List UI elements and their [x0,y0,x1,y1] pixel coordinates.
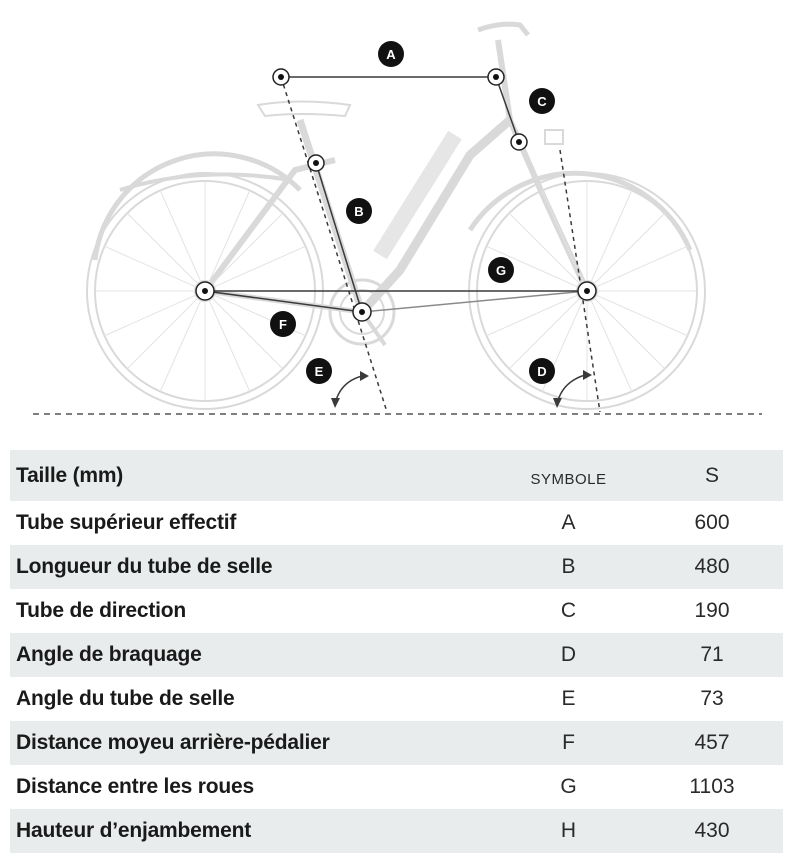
row-label: Distance moyeu arrière-pédalier [16,731,330,754]
svg-text:C: C [537,94,547,109]
svg-text:E: E [314,364,324,379]
svg-text:D: D [537,364,547,379]
row-value: 73 [700,687,724,710]
point-head-tube-bottom [511,134,527,150]
point-seat-tube-top [308,155,324,171]
row-value: 457 [694,731,730,754]
marker-e [306,358,332,384]
row-symbol: G [560,775,577,798]
row-label: Distance entre les roues [16,775,254,798]
table-row [10,677,783,721]
marker-a [378,41,404,67]
header-size: S [704,463,719,487]
header-size-label: Taille (mm) [16,463,124,487]
row-value: 600 [694,511,730,534]
row-value: 71 [700,643,724,666]
table-row [10,809,783,853]
table-row [10,721,783,765]
svg-text:B: B [354,204,364,219]
table-row [10,545,783,589]
svg-text:A: A [386,47,396,62]
svg-text:F: F [279,317,287,332]
marker-f [270,311,296,337]
row-value: 1103 [689,775,735,798]
row-symbol: E [561,687,576,710]
bicycle-illustration [87,24,705,409]
row-label: Hauteur d’enjambement [16,819,252,842]
marker-b [346,198,372,224]
point-top-tube-front [488,69,504,85]
table-row [10,501,783,545]
geometry-table [10,450,783,853]
header-symbol: SYMBOLE [530,470,607,488]
row-label: Angle de braquage [16,643,202,666]
row-value: 480 [694,555,730,578]
row-symbol: H [560,819,577,842]
point-front-hub [578,282,596,300]
svg-text:G: G [495,263,507,278]
row-label: Longueur du tube de selle [16,555,273,578]
point-top-tube-rear [273,69,289,85]
point-bottom-bracket [353,303,371,321]
table-row [10,589,783,633]
table-row [10,765,783,809]
marker-g [488,257,514,283]
row-value: 190 [694,599,730,622]
row-value: 430 [694,819,730,842]
table-header-row [10,450,783,501]
row-symbol: A [561,511,576,534]
row-label: Tube de direction [16,599,187,622]
row-label: Angle du tube de selle [16,687,235,710]
row-symbol: F [562,731,575,754]
marker-d [529,358,555,384]
marker-c [529,88,555,114]
row-symbol: C [560,599,577,622]
row-symbol: B [561,555,576,578]
row-label: Tube supérieur effectif [16,511,237,534]
table-row [10,633,783,677]
point-rear-hub [196,282,214,300]
row-symbol: D [560,643,577,666]
